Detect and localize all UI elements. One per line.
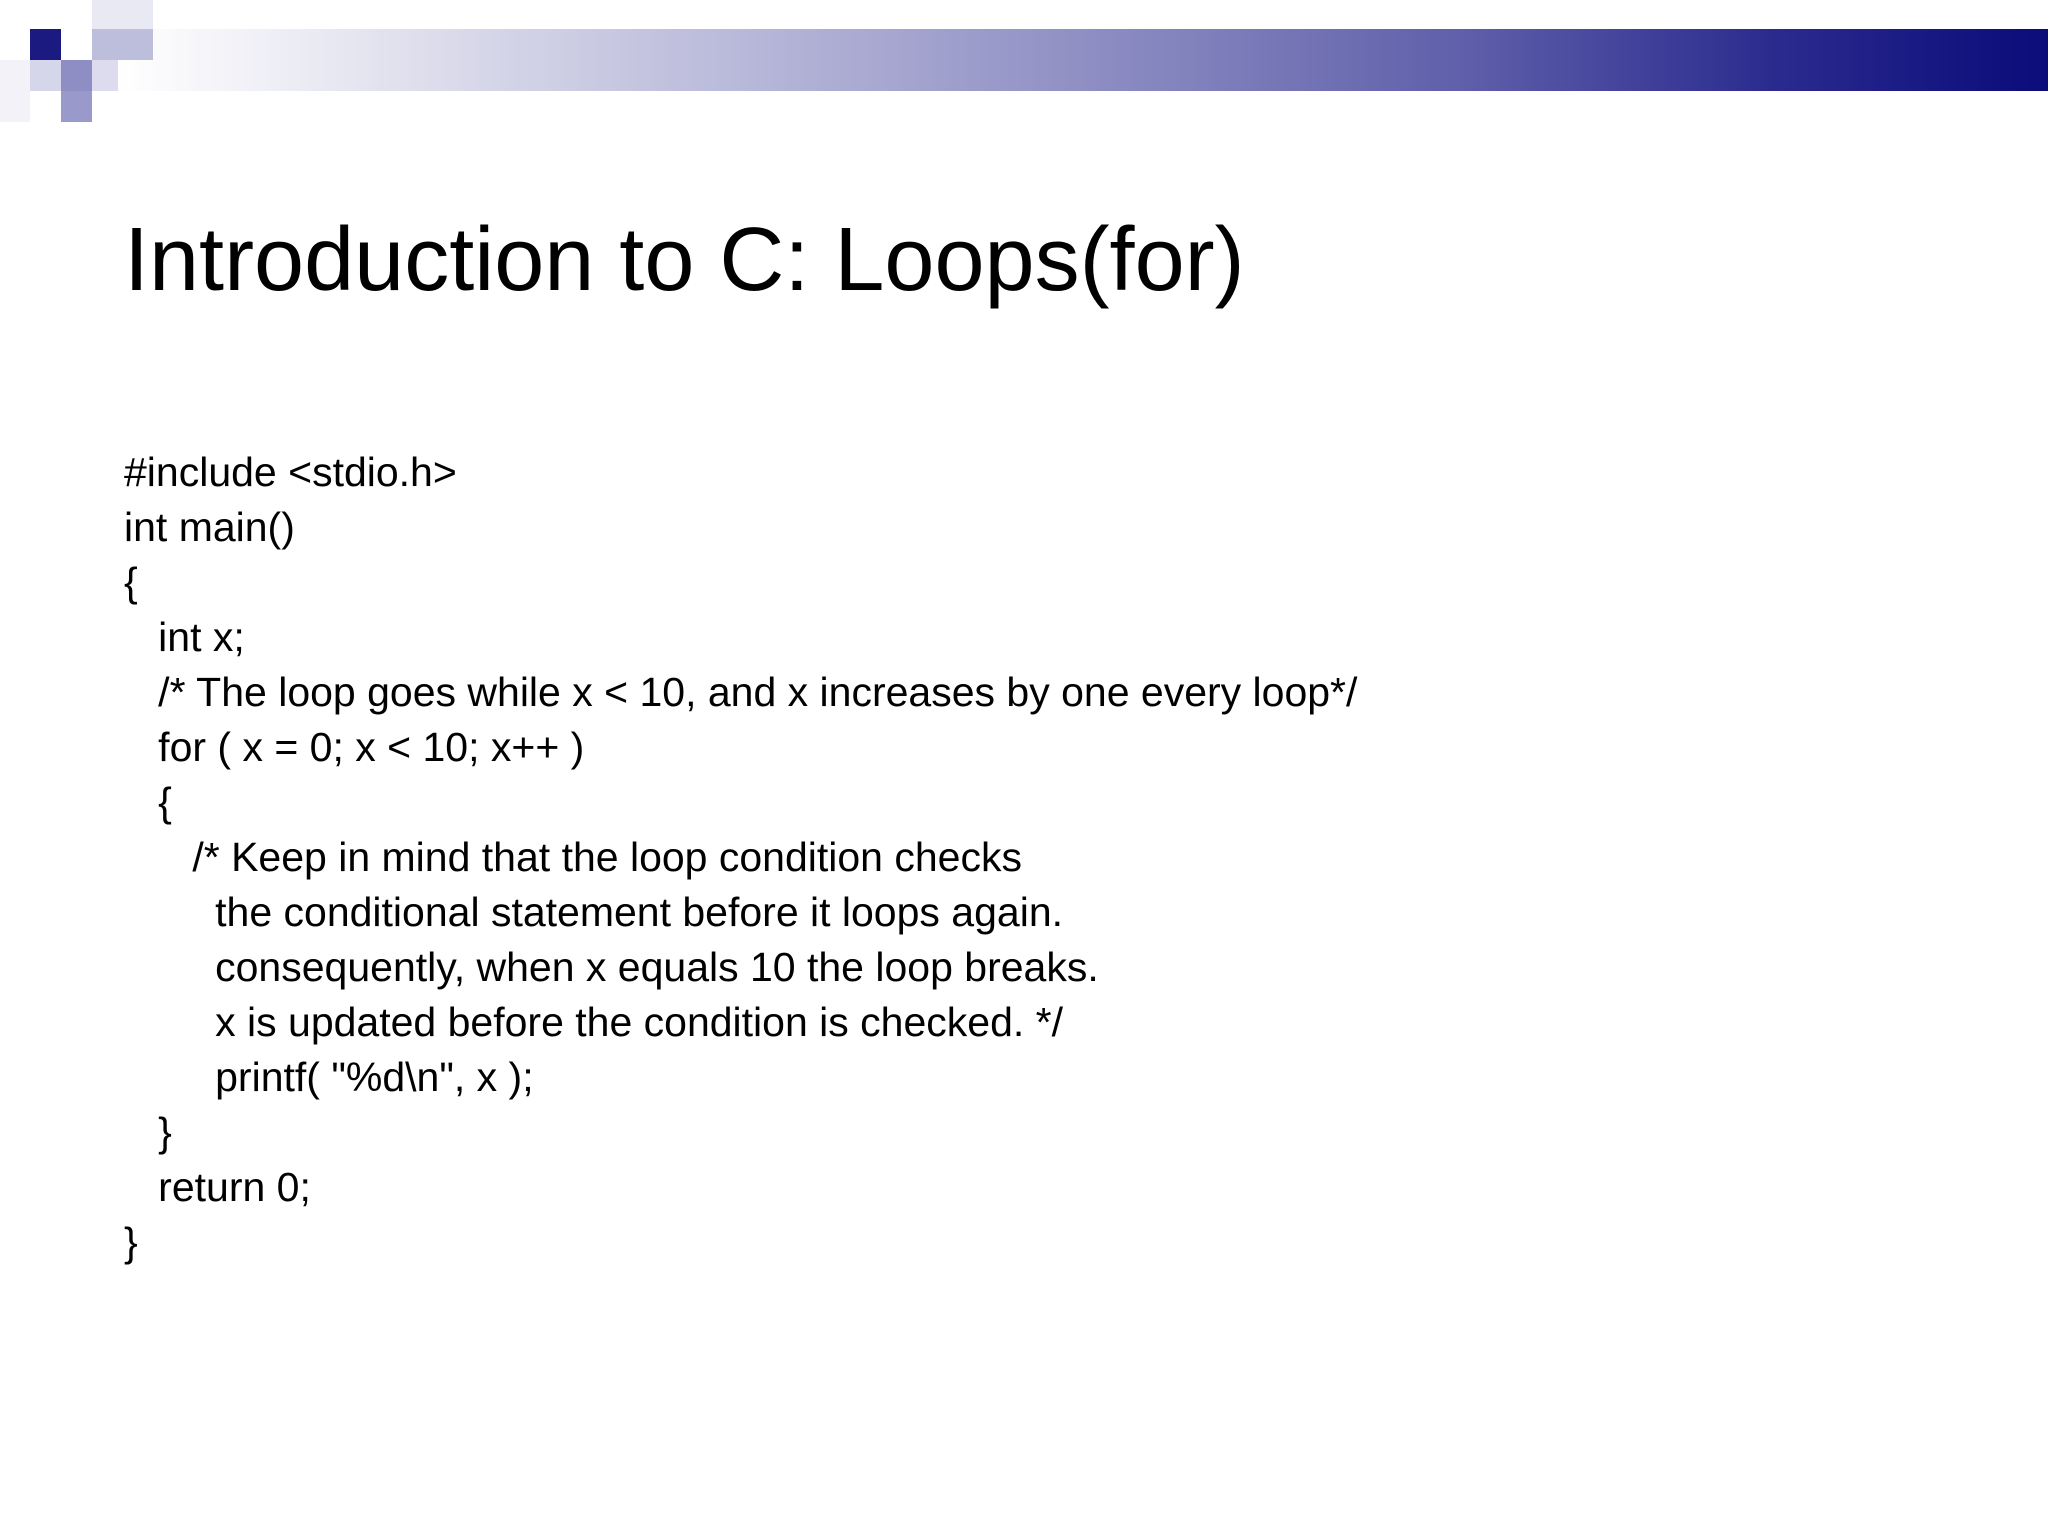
decor-square bbox=[61, 91, 92, 122]
code-line: #include <stdio.h> bbox=[124, 449, 457, 495]
header-gradient-bar bbox=[118, 29, 2048, 91]
slide-title: Introduction to C: Loops(for) bbox=[124, 210, 1245, 310]
code-line: /* The loop goes while x < 10, and x increases by one every loop*/ bbox=[124, 669, 1358, 715]
code-line: /* Keep in mind that the loop condition checks bbox=[124, 834, 1022, 880]
code-line: consequently, when x equals 10 the loop breaks. bbox=[124, 944, 1099, 990]
code-line: printf( "%d\n", x ); bbox=[124, 1054, 534, 1100]
code-listing bbox=[124, 445, 1357, 1270]
code-line: int main() bbox=[124, 504, 295, 550]
code-line: } bbox=[124, 1219, 138, 1265]
decor-square bbox=[61, 60, 92, 91]
decor-square bbox=[30, 60, 61, 91]
code-line: { bbox=[124, 779, 172, 825]
code-line: the conditional statement before it loops again. bbox=[124, 889, 1064, 935]
code-line: for ( x = 0; x < 10; x++ ) bbox=[124, 724, 585, 770]
decor-square bbox=[0, 0, 30, 30]
code-line: } bbox=[124, 1109, 172, 1155]
decor-square bbox=[30, 29, 61, 60]
decor-square bbox=[92, 29, 153, 60]
decor-square bbox=[0, 60, 30, 122]
decor-square bbox=[92, 0, 153, 29]
code-line: x is updated before the condition is checked. */ bbox=[124, 999, 1063, 1045]
code-line: { bbox=[124, 559, 138, 605]
code-line: int x; bbox=[124, 614, 245, 660]
code-line: return 0; bbox=[124, 1164, 311, 1210]
decor-square bbox=[92, 60, 118, 91]
